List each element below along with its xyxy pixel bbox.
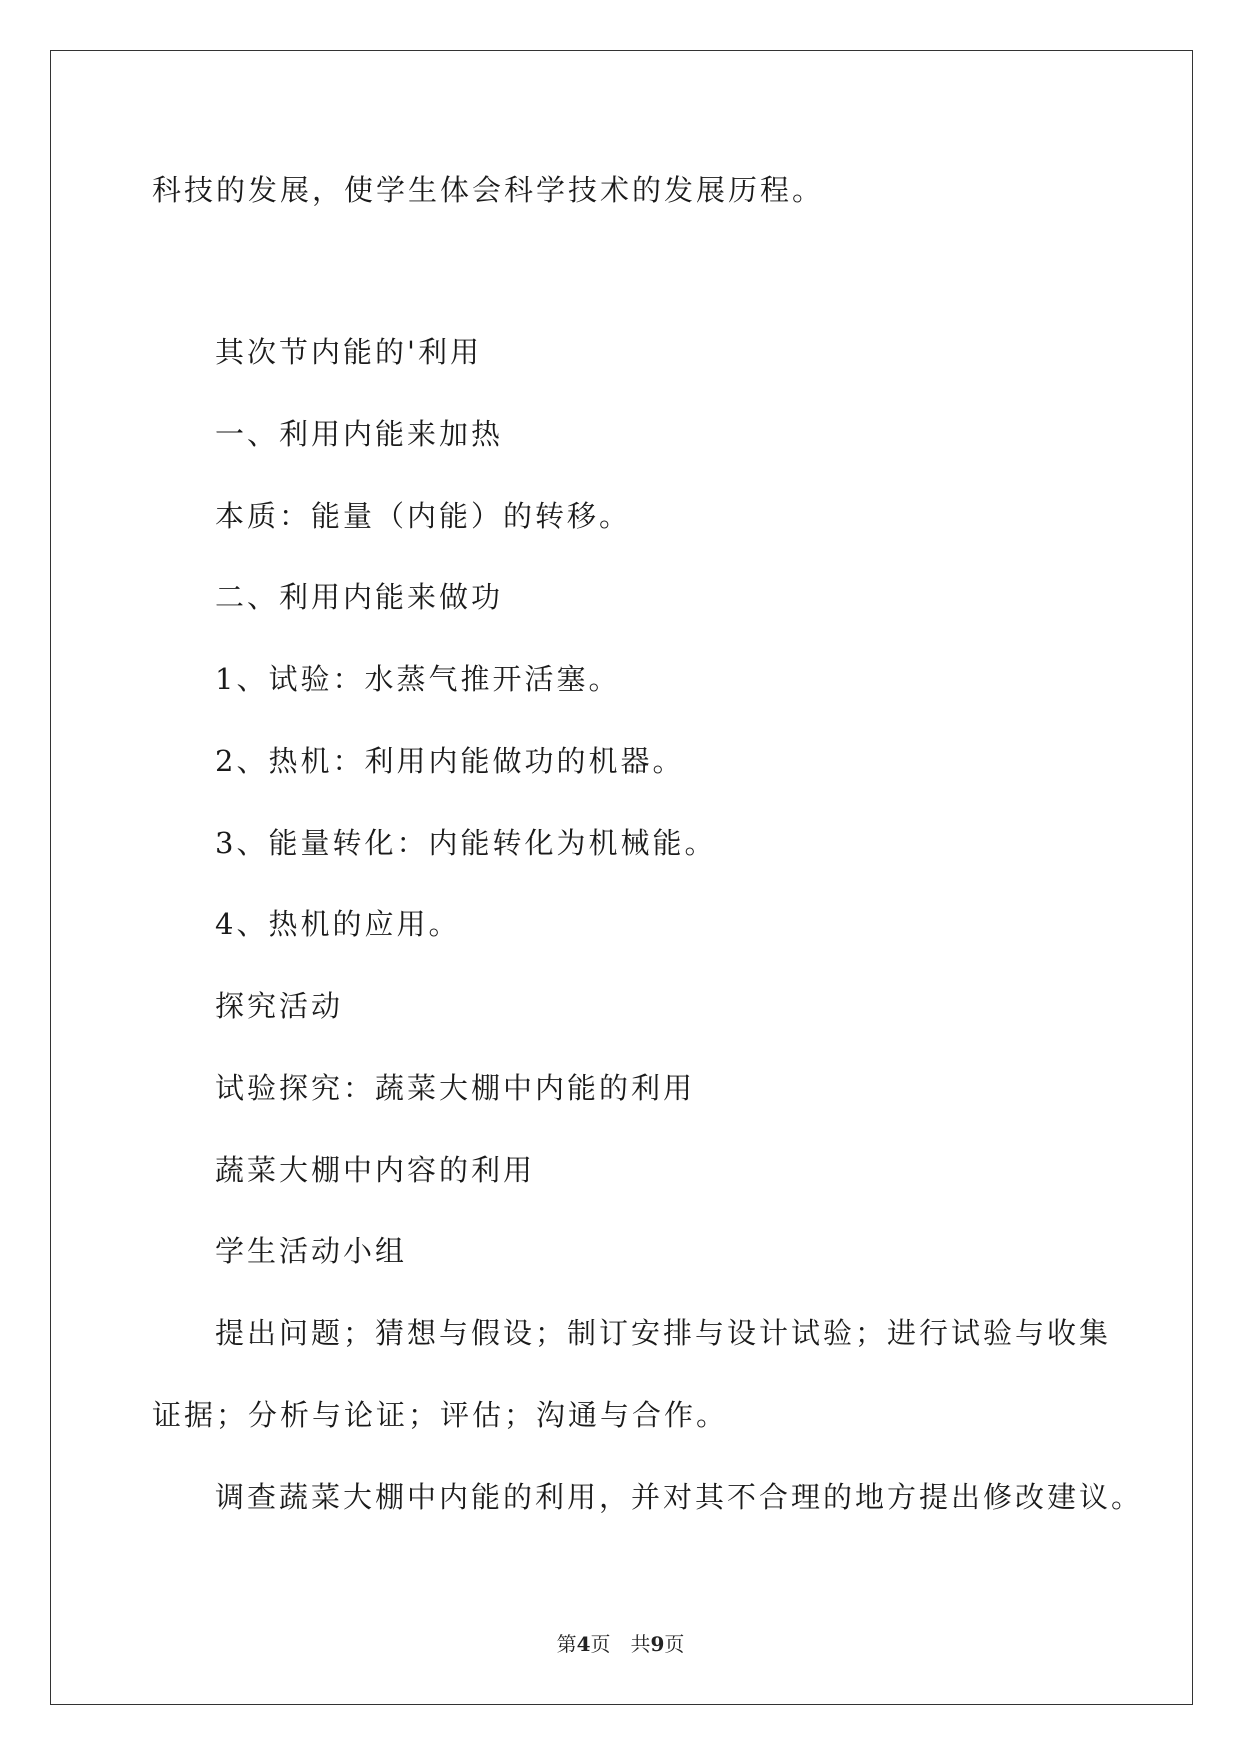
section-heading: 其次节内能的'利用 bbox=[215, 335, 482, 369]
page-border bbox=[50, 50, 1193, 1705]
list-item: 1、试验：水蒸气推开活塞。 bbox=[215, 662, 621, 696]
list-item: 3、能量转化：内能转化为机械能。 bbox=[215, 826, 717, 860]
page-current: 4 bbox=[576, 1632, 591, 1656]
paragraph-line: 本质：能量（内能）的转移。 bbox=[215, 499, 632, 533]
paragraph-line: 蔬菜大棚中内容的利用 bbox=[215, 1153, 536, 1187]
paragraph-line: 试验探究：蔬菜大棚中内能的利用 bbox=[215, 1071, 696, 1105]
list-item: 2、热机：利用内能做功的机器。 bbox=[215, 744, 685, 778]
list-item: 4、热机的应用。 bbox=[215, 907, 461, 941]
paragraph-line: 科技的发展，使学生体会科学技术的发展历程。 bbox=[152, 173, 825, 207]
page-total: 9 bbox=[650, 1632, 665, 1656]
subheading: 探究活动 bbox=[215, 989, 344, 1023]
paragraph-line: 证据；分析与论证；评估；沟通与合作。 bbox=[152, 1398, 729, 1432]
paragraph-line: 学生活动小组 bbox=[215, 1234, 408, 1268]
subheading: 二、利用内能来做功 bbox=[215, 580, 504, 614]
paragraph-line: 提出问题；猜想与假设；制订安排与设计试验；进行试验与收集 bbox=[215, 1316, 1112, 1350]
page-footer bbox=[0, 1632, 1241, 1656]
page-mid: 页 共 bbox=[590, 1632, 651, 1656]
page-prefix: 第 bbox=[556, 1632, 577, 1656]
page-suffix: 页 bbox=[664, 1632, 685, 1656]
paragraph-line: 调查蔬菜大棚中内能的利用，并对其不合理的地方提出修改建议。 bbox=[215, 1480, 1144, 1514]
subheading: 一、利用内能来加热 bbox=[215, 417, 504, 451]
